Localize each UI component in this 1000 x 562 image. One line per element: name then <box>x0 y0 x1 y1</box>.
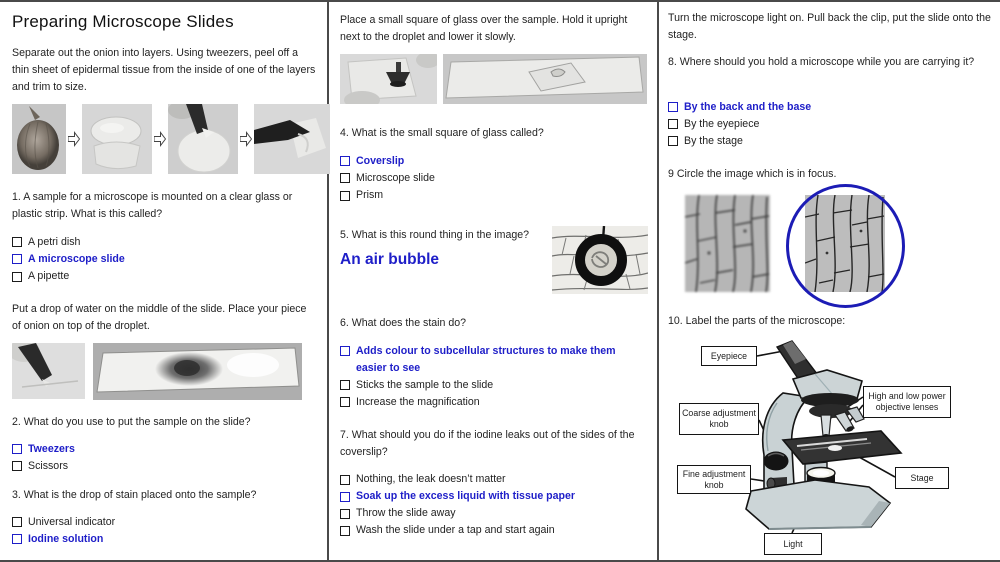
question-1: 1. A sample for a microscope is mounted on a clear glass or plastic strip. What is this called? <box>12 191 293 220</box>
option-universal-indicator[interactable] <box>12 514 317 531</box>
option-sticks-sample[interactable] <box>340 377 648 394</box>
option-iodine-solution[interactable] <box>12 531 317 548</box>
focus-answer-circle <box>786 184 905 308</box>
option-label: A pipette <box>28 270 70 283</box>
onion-layers-photo <box>82 104 152 174</box>
option-label: Increase the magnification <box>356 396 480 409</box>
coverslip-paragraph: Place a small square of glass over the sample. Hold it upright next to the droplet and lower it slowly. <box>340 14 628 43</box>
checkbox-icon[interactable] <box>340 173 350 183</box>
question-8: 8. Where should you hold a microscope while you are carrying it? <box>668 56 975 68</box>
label-coarse-adjustment-knob: Coarse adjustment knob <box>679 403 759 435</box>
option-scissors[interactable] <box>12 458 317 475</box>
question-4-options <box>340 153 648 205</box>
option-label: By the back and the base <box>684 101 812 113</box>
option-a-microscope-slide[interactable] <box>12 251 317 268</box>
option-label: Universal indicator <box>28 516 116 529</box>
arrow-right-icon <box>68 131 80 147</box>
question-6: 6. What does the stain do? <box>340 316 467 329</box>
tweezers-peel-photo <box>168 104 238 174</box>
coverslip-photo-row <box>340 54 648 104</box>
option-label: Throw the slide away <box>356 507 456 520</box>
option-by-stage[interactable] <box>668 133 811 150</box>
option-increase-magnification[interactable] <box>340 394 648 411</box>
question-10: 10. Label the parts of the microscope: <box>668 315 846 327</box>
option-label: Sticks the sample to the slide <box>356 379 494 392</box>
question-1-options <box>12 234 317 286</box>
checkbox-icon[interactable] <box>12 254 22 264</box>
checkbox-icon[interactable] <box>340 380 350 390</box>
checkbox-icon[interactable] <box>340 492 350 502</box>
option-label: Tweezers <box>28 442 75 455</box>
tweezers-sheet-photo <box>254 104 330 174</box>
option-label: Coverslip <box>356 155 405 167</box>
checkbox-icon[interactable] <box>12 444 22 454</box>
checkbox-icon[interactable] <box>340 156 350 166</box>
option-label: A microscope slide <box>28 253 125 266</box>
label-eyepiece: Eyepiece <box>701 346 757 366</box>
checkbox-icon[interactable] <box>340 475 350 485</box>
column-divider-2 <box>657 0 659 562</box>
checkbox-icon[interactable] <box>340 509 350 519</box>
option-label: Prism <box>356 189 384 202</box>
option-back-and-base[interactable] <box>668 99 811 116</box>
checkbox-icon[interactable] <box>668 102 678 112</box>
question-4: 4. What is the small square of glass called? <box>340 127 544 139</box>
option-soak-up[interactable] <box>340 488 648 505</box>
checkbox-icon[interactable] <box>340 397 350 407</box>
option-nothing[interactable] <box>340 471 648 488</box>
checkbox-icon[interactable] <box>12 461 22 471</box>
question-7-options <box>340 471 648 539</box>
air-bubble-photo <box>552 226 648 294</box>
intro-paragraph: Separate out the onion into layers. Using tweezers, peel off a thin sheet of epidermal tissue from the inside of one of the layers and trim to size. <box>12 47 316 93</box>
option-throw-away[interactable] <box>340 505 648 522</box>
question-3: 3. What is the drop of stain placed onto the sample? <box>12 489 257 502</box>
slide-with-coverslip-photo <box>443 54 647 104</box>
checkbox-icon[interactable] <box>340 346 350 356</box>
page-title: Preparing Microscope Slides <box>12 12 234 31</box>
checkbox-icon[interactable] <box>12 517 22 527</box>
option-label: Adds colour to subcellular structures to make them easier to see <box>356 344 616 374</box>
question-7: 7. What should you do if the iodine leaks out of the sides of the coverslip? <box>340 429 635 459</box>
option-label: Iodine solution <box>28 533 104 546</box>
label-stage: Stage <box>895 467 949 489</box>
option-prism[interactable] <box>340 187 648 204</box>
slide-with-droplet-photo <box>93 343 302 400</box>
column-divider-1 <box>327 0 329 562</box>
option-label: By the eyepiece <box>684 118 760 130</box>
microscope-drawing <box>665 337 997 559</box>
lowering-coverslip-photo <box>340 54 437 104</box>
arrow-right-icon <box>240 131 252 147</box>
option-label: By the stage <box>684 135 743 147</box>
question-2-options <box>12 441 317 475</box>
onion-photo <box>12 104 66 174</box>
question-3-options <box>12 514 317 548</box>
option-by-eyepiece[interactable] <box>668 116 811 133</box>
label-objective-lenses: High and low power objective lenses <box>863 386 951 418</box>
option-label: Microscope slide <box>356 172 435 185</box>
question-6-options <box>340 343 648 412</box>
option-coverslip[interactable] <box>340 153 648 170</box>
option-label: Soak up the excess liquid with tissue paper <box>356 490 575 503</box>
option-wash-slide[interactable] <box>340 522 648 539</box>
checkbox-icon[interactable] <box>12 237 22 247</box>
column-1 <box>0 0 327 562</box>
option-a-pipette[interactable] <box>12 268 317 285</box>
checkbox-icon[interactable] <box>668 136 678 146</box>
option-a-petri-dish[interactable] <box>12 234 317 251</box>
droplet-photo-row <box>12 343 317 400</box>
option-microscope-slide[interactable] <box>340 170 648 187</box>
pipette-photo <box>12 343 85 399</box>
question-8-options <box>668 99 811 150</box>
blurry-cells-photo <box>685 195 770 292</box>
checkbox-icon[interactable] <box>12 272 22 282</box>
option-tweezers[interactable] <box>12 441 317 458</box>
option-label: Wash the slide under a tap and start again <box>356 524 555 537</box>
checkbox-icon[interactable] <box>340 191 350 201</box>
arrow-right-icon <box>154 131 166 147</box>
option-label: Scissors <box>28 459 69 472</box>
onion-steps-photo-strip <box>12 104 317 174</box>
label-light: Light <box>764 533 822 555</box>
label-fine-adjustment-knob: Fine adjustment knob <box>677 465 751 494</box>
checkbox-icon[interactable] <box>668 119 678 129</box>
microscope-diagram <box>665 337 997 559</box>
question-5-answer: An air bubble <box>340 250 440 268</box>
option-label: A petri dish <box>28 236 81 248</box>
column-2 <box>330 0 657 562</box>
option-adds-colour[interactable] <box>340 343 648 377</box>
option-label: Nothing, the leak doesn’t matter <box>356 473 506 486</box>
checkbox-icon[interactable] <box>12 534 22 544</box>
column-3 <box>660 0 1000 562</box>
question-9: 9 Circle the image which is in focus. <box>668 168 837 180</box>
checkbox-icon[interactable] <box>340 526 350 536</box>
stage-paragraph: Turn the microscope light on. Pull back the clip, put the slide onto the stage. <box>668 12 991 41</box>
question-5: 5. What is this round thing in the image? <box>340 228 530 241</box>
water-drop-paragraph: Put a drop of water on the middle of the slide. Place your piece of onion on top of the droplet. <box>12 302 307 332</box>
question-2: 2. What do you use to put the sample on the slide? <box>12 415 251 428</box>
